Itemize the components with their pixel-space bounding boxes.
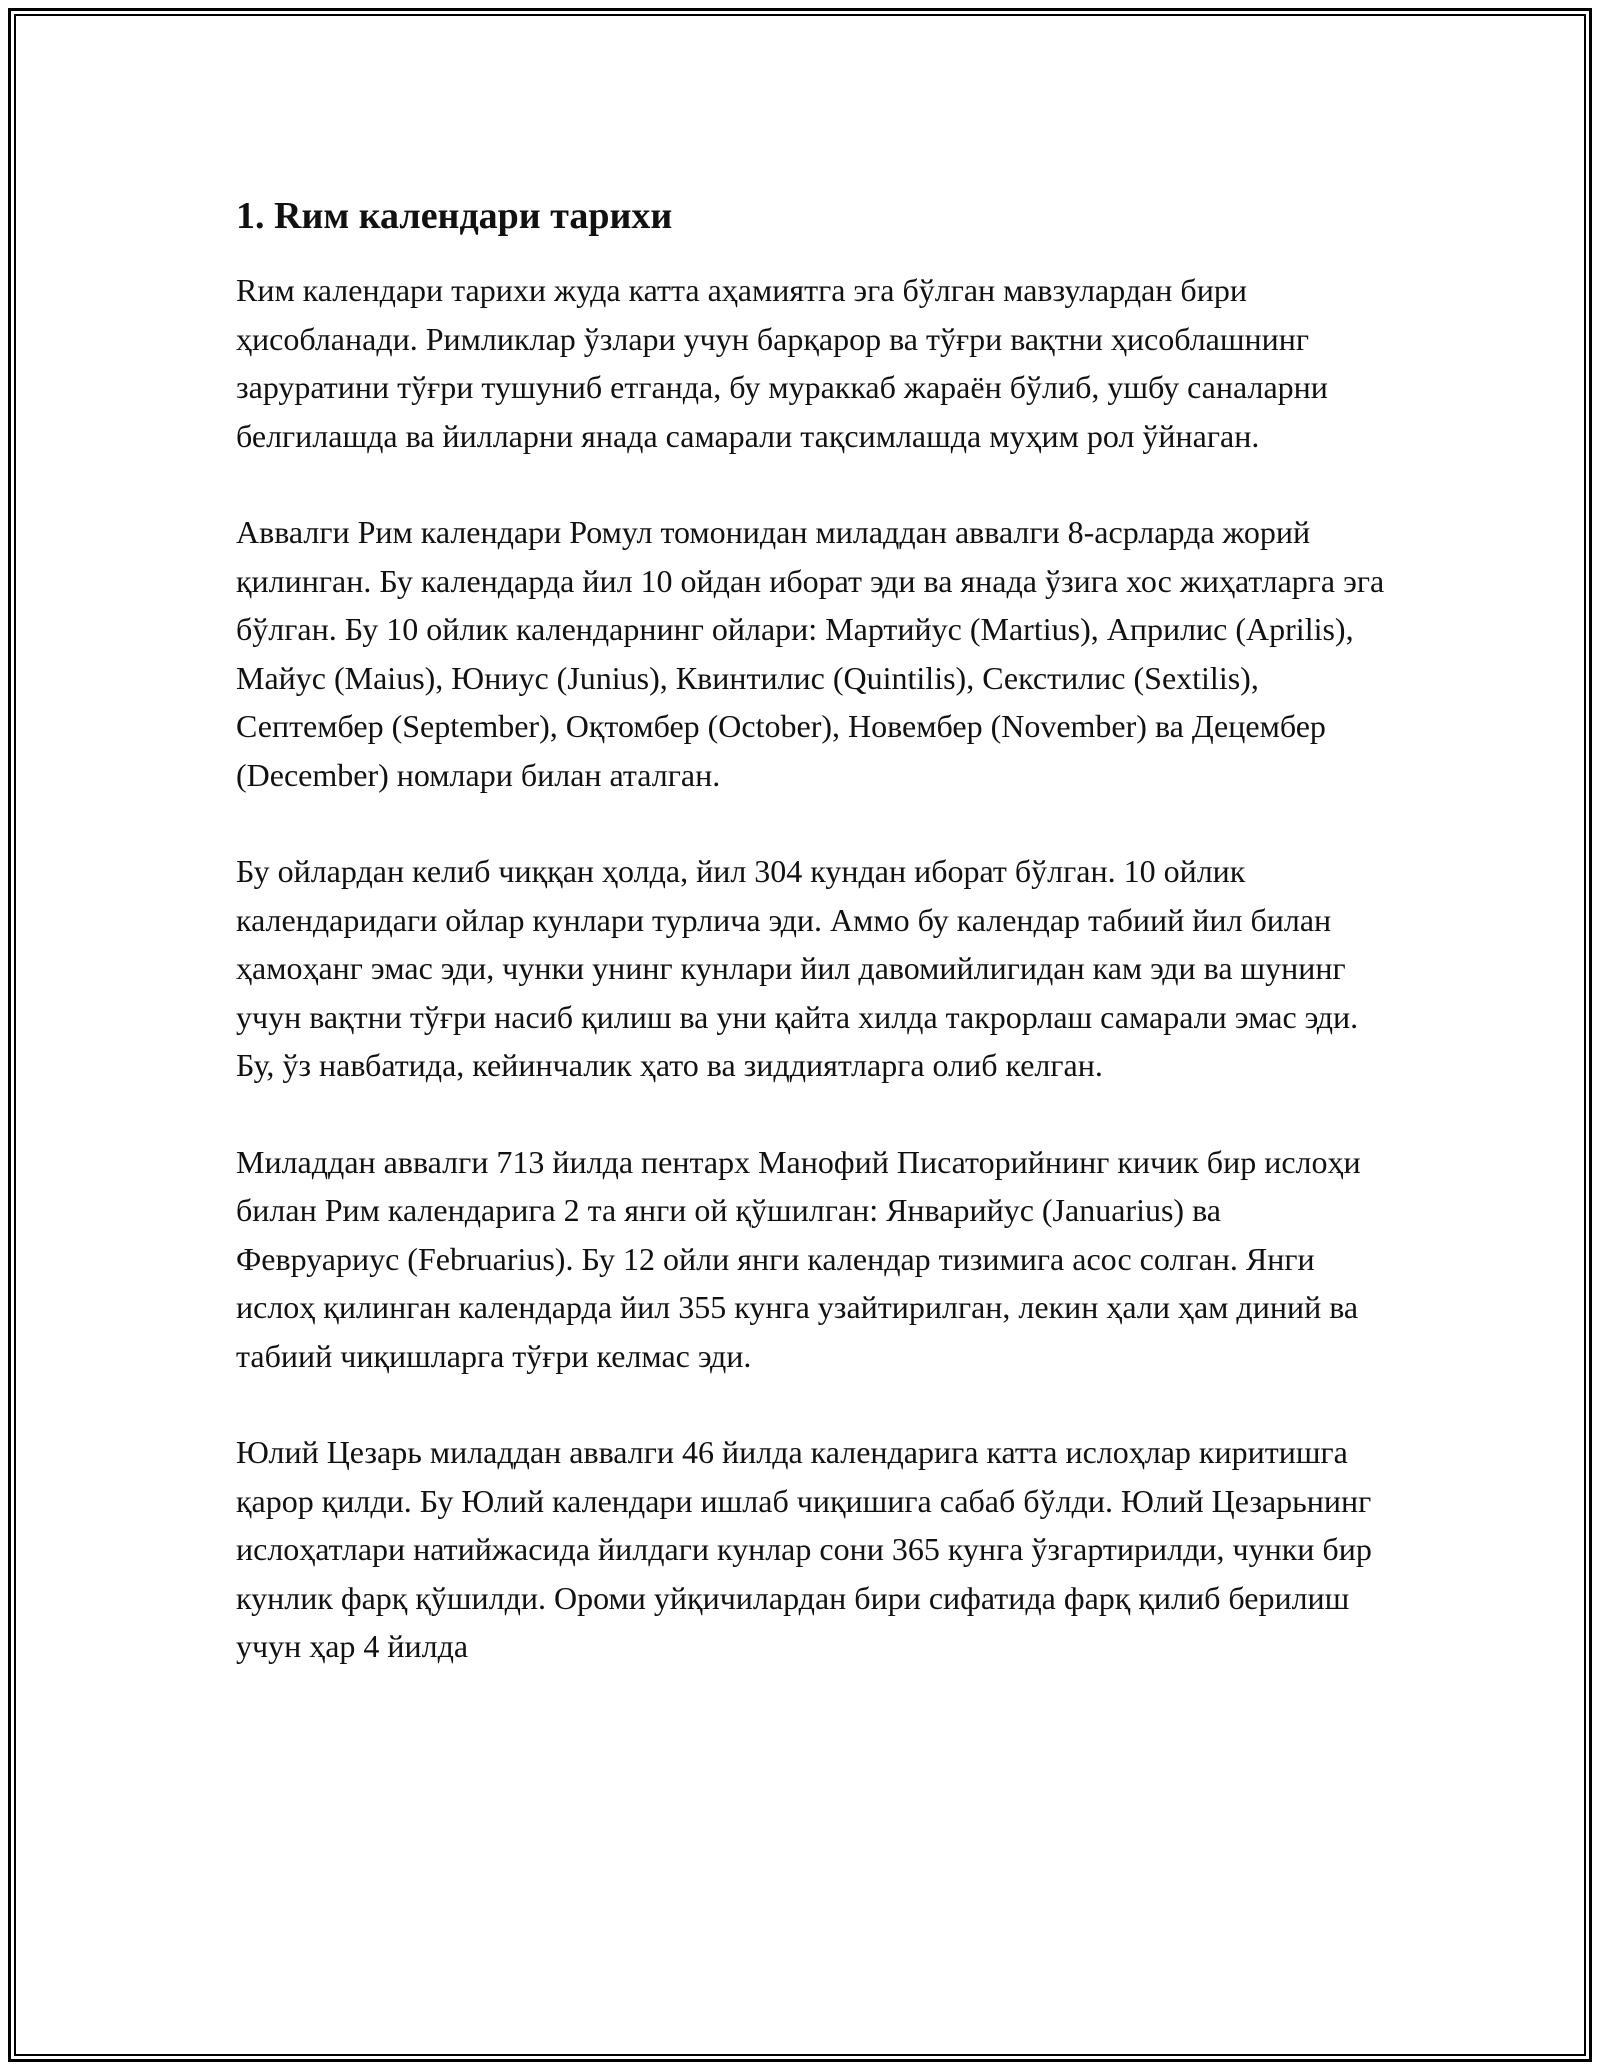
section-heading: 1. Rим календари тарихи (236, 195, 673, 237)
paragraph-intro: Rим календари тарихи жуда катта аҳамиятга эга бўлган мавзулардан бири ҳисобланади. Римликлар ўзлари учун барқарор ва тўғри вақтни ҳисоблашнинг заруратини тўғри тушуниб етганда, бу мураккаб жараён бўлиб, ушбу саналарни белгилашда ва йилларни янада самарали тақсимлашда муҳим рол ўйнаган. (236, 272, 1328, 454)
paragraph-romulus-calendar: Аввалги Рим календари Ромул томонидан миладдан аввалги 8-асрларда жорий қилинган. Бу календарда йил 10 ойдан иборат эди ва янада ўзига хос жиҳатларга эга бўлган. Бу 10 ойлик календарнинг ойлари: Мартийус (Martius), Априлис (Aprilis), Майус (Maius), Юниус (Junius), Квинтилис (Quintilis), Секстилис (Sextilis), Септембер (September), Оқтомбер (October), Новембер (November) ва Децембер (December) номлари билан аталган. (236, 514, 1385, 793)
paragraph-julius-caesar: Юлий Цезарь миладдан аввалги 46 йилда календарига катта ислоҳлар киритишга қарор қилди. Бу Юлий календари ишлаб чиқишига сабаб бўлди. Юлий Цезарьнинг ислоҳатлари натийжасида йилдаги кунлар сони 365 кунга ўзгартирилди, чунки бир кунлик фарқ қўшилди. Ороми уйқичилардан бири сифатида фарқ қилиб берилиш учун ҳар 4 йилда (236, 1434, 1372, 1664)
paragraph-reform-713: Миладдан аввалги 713 йилда пентарх Манофий Писаторийнинг кичик бир ислоҳи билан Рим календарига 2 та янги ой қўшилган: Январийус (Januarius) ва Февруариус (Februarius). Бу 12 ойли янги календар тизимига асос солган. Янги ислоҳ қилинган календарда йил 355 кунга узайтирилган, лекин ҳали ҳам диний ва табиий чиқишларга тўғри келмас эди. (236, 1143, 1361, 1374)
document-body (236, 188, 1386, 1719)
paragraph-304-days: Бу ойлардан келиб чиққан ҳолда, йил 304 кундан иборат бўлган. 10 ойлик календаридаги ойлар кунлари турлича эди. Аммо бу календар табиий йил билан ҳамоҳанг эмас эди, чунки унинг кунлари йил давомийлигидан кам эди ва шунинг учун вақтни тўғри насиб қилиш ва уни қайта хилда такрорлаш самарали эмас эди. Бу, ўз навбатида, кейинчалик ҳато ва зиддиятларга олиб келган. (236, 853, 1359, 1083)
